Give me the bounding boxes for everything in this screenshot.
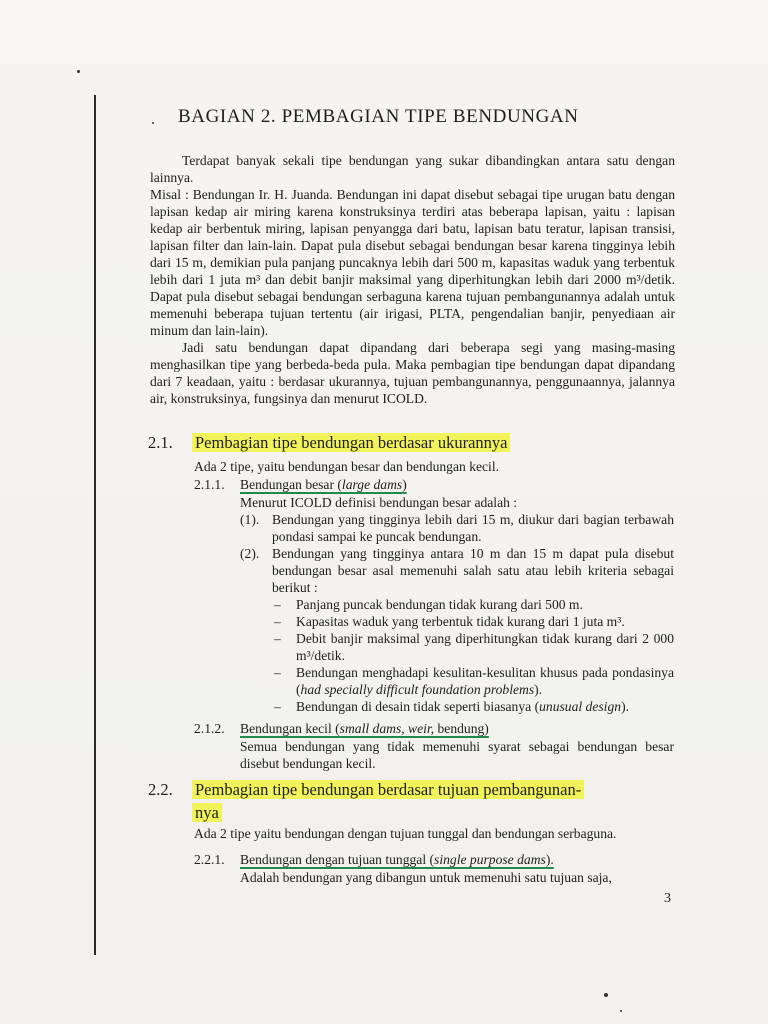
sub-criterion-text: Panjang puncak bendungan tidak kurang dari 500 m.	[296, 597, 583, 612]
criterion-item-1	[240, 511, 674, 545]
heading-text-end: )	[402, 477, 407, 492]
sub-criterion-italic: unusual design	[539, 699, 622, 714]
sub-criterion-1	[272, 596, 674, 613]
subsection-2-2-1-body: Adalah bendungan yang dibangun untuk memenuhi satu tujuan saja,	[240, 870, 612, 885]
sub-criterion-text: Debit banjir maksimal yang diperhitungkan tidak kurang dari 2 000 m³/detik.	[296, 631, 674, 663]
sub-criterion-text-end: ).	[534, 682, 543, 697]
list-marker: (2).	[240, 546, 260, 561]
sub-criterion-text: Bendungan di desain tidak seperti biasanya (	[296, 699, 540, 714]
intro-paragraph-2: Misal : Bendungan Ir. H. Juanda. Bendungan ini dapat disebut sebagai tipe urugan batu dengan lapisan kedap air miring karena konstruksinya terdiri atas beberapa lapisan, yaitu : lapisan kedap air berbentuk miring, lapisan penyangga dari batu, lapisan batu teratur, lapisan transisi, lapisan filter dan lain-lain. Dapat pula disebut sebagai bendungan besar karena tingginya lebih dari 15 m, demikian pula panjang puncaknya lebih dari 500 m, kapasitas waduk yang terbentuk lebih dari 1 juta m³ dan debit banjir maksimal yang diperhitungkan lebih dari 2000 m³/detik. Dapat pula disebut sebagai bendungan serbaguna karena tujuan pembangunannya adalah untuk memenuhi beberapa tujuan tertentu (air irigasi, PLTA, pengendalian banjir, penyediaan air minum dan lain-lain).	[150, 187, 675, 338]
sub-criterion-text: Bendungan menghadapi kesulitan-kesulitan khusus pada pondasinya (	[296, 665, 674, 697]
intro-paragraph-3: Jadi satu bendungan dapat dipandang dari beberapa segi yang masing-masing menghasilkan tipe yang berbeda-beda pula. Maka pembagian tipe bendungan dapat dipandang dari 7 keadaan, yaitu : berdasar ukurannya, tujuan pembangunannya, penggunaannya, jalannya air, konstruksinya, fungsinya dan menurut ICOLD.	[150, 340, 675, 406]
scan-speck	[152, 122, 154, 124]
section-2-1-heading	[148, 433, 510, 453]
heading-text-end: bendung)	[434, 721, 489, 736]
list-text: Bendungan yang tingginya antara 10 m dan 15 m dapat pula disebut bendungan besar asal memenuhi salah satu atau lebih kriteria sebagai berikut :	[272, 546, 674, 595]
section-2-2-lead: Ada 2 tipe yaitu bendungan dengan tujuan tunggal dan bendungan serbaguna.	[194, 826, 617, 841]
subsection-2-1-2-heading	[194, 721, 489, 737]
heading-text: Bendungan dengan tujuan tunggal (	[240, 852, 435, 867]
section-2-2-heading	[148, 780, 584, 800]
section-number: 2.2.	[148, 780, 173, 799]
sub-criterion-italic: had specially difficult foundation problems	[300, 682, 535, 697]
scan-speck	[620, 1010, 622, 1012]
list-text: Bendungan yang tingginya lebih dari 15 m, diukur dari bagian terbawah pondasi sampai ke puncak bendungan.	[272, 512, 674, 544]
dash-marker: –	[274, 631, 281, 646]
subsection-number: 2.1.2.	[194, 721, 225, 736]
section-number: 2.1.	[148, 433, 173, 452]
underlined-heading	[240, 852, 554, 867]
heading-text: Bendungan besar (	[240, 477, 342, 492]
sub-criterion-text-end: ).	[621, 699, 629, 714]
dash-marker: –	[274, 614, 281, 629]
binding-margin-line	[94, 95, 96, 955]
heading-text-end: ).	[545, 852, 554, 867]
underlined-heading	[240, 721, 489, 736]
highlighted-heading-line-1: Pembagian tipe bendungan berdasar tujuan pembangunan-	[192, 780, 584, 799]
section-2-1-lead: Ada 2 tipe, yaitu bendungan besar dan bendungan kecil.	[194, 459, 500, 474]
highlighted-heading: Pembagian tipe bendungan berdasar ukurannya	[192, 433, 510, 452]
definition-lead: Menurut ICOLD definisi bendungan besar adalah :	[240, 495, 518, 510]
heading-italic-text: large dams	[341, 477, 403, 492]
criterion-item-2	[240, 545, 674, 715]
subsection-2-1-1-heading	[194, 477, 407, 493]
intro-paragraph-1: Terdapat banyak sekali tipe bendungan yang sukar dibandingkan antara satu dengan lainnya.	[150, 153, 675, 185]
scan-speck	[604, 993, 608, 997]
scan-speck	[77, 70, 80, 73]
sub-criterion-3	[272, 630, 674, 664]
page-number: 3	[664, 891, 671, 906]
subsection-2-2-1-heading	[194, 852, 554, 868]
sub-criterion-text: Kapasitas waduk yang terbentuk tidak kurang dari 1 juta m³.	[296, 614, 625, 629]
sub-criterion-5	[272, 698, 674, 715]
heading-italic-text: single purpose dams	[434, 852, 546, 867]
sub-criterion-4	[272, 664, 674, 698]
list-marker: (1).	[240, 512, 260, 527]
subsection-number: 2.1.1.	[194, 477, 225, 492]
subsection-number: 2.2.1.	[194, 852, 225, 867]
intro-section	[150, 152, 675, 407]
highlighted-heading-line-2: nya	[192, 803, 222, 822]
underlined-heading	[240, 477, 407, 492]
dash-marker: –	[274, 665, 281, 680]
heading-text: Bendungan kecil (	[240, 721, 340, 736]
dash-marker: –	[274, 597, 281, 612]
heading-italic-text: small dams, weir,	[339, 721, 435, 736]
page-title: BAGIAN 2. PEMBAGIAN TIPE BENDUNGAN	[178, 106, 579, 127]
subsection-2-1-1-body	[240, 494, 674, 715]
sub-criterion-2	[272, 613, 674, 630]
subsection-2-1-2-body: Semua bendungan yang tidak memenuhi syarat sebagai bendungan besar disebut bendungan kecil.	[240, 739, 674, 771]
section-2-2-heading-continued	[192, 803, 222, 823]
dash-marker: –	[274, 699, 281, 714]
